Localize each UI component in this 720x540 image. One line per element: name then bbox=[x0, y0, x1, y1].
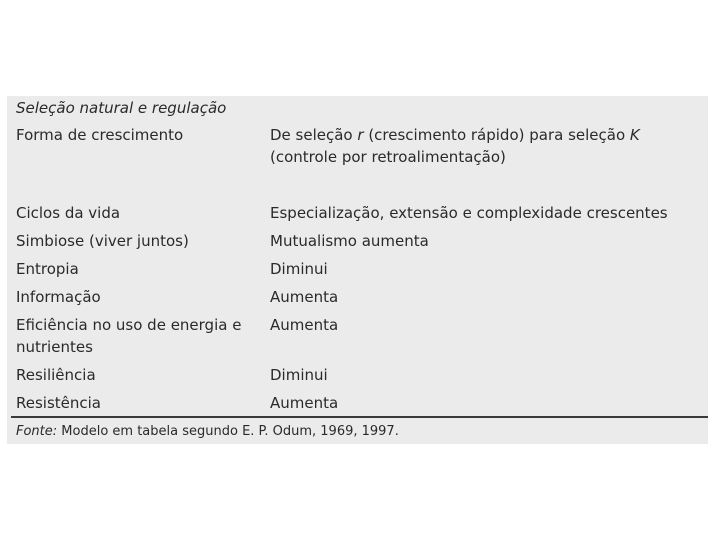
row-trend: Mutualismo aumenta bbox=[270, 232, 429, 250]
row-trend-text: De seleção bbox=[270, 126, 358, 144]
k-symbol: K bbox=[629, 126, 640, 144]
row-attribute: Forma de crescimento bbox=[16, 126, 184, 144]
r-symbol: r bbox=[357, 126, 364, 144]
row-attribute: Ciclos da vida bbox=[16, 204, 121, 222]
row-trend: Diminui bbox=[270, 260, 328, 278]
row-attribute: Resiliência bbox=[16, 366, 96, 384]
row-trend-line bbox=[270, 124, 702, 146]
ecological-table bbox=[7, 96, 708, 444]
source-label: Fonte: bbox=[16, 424, 58, 439]
row-attribute: Resistência bbox=[16, 394, 101, 412]
source-note bbox=[16, 423, 399, 441]
section-title: Seleção natural e regulação bbox=[16, 99, 227, 117]
row-trend bbox=[270, 124, 702, 168]
row-attribute: Eficiência no uso de energia e nutrientes bbox=[16, 316, 242, 356]
row-trend: Aumenta bbox=[270, 394, 339, 412]
source-text: Modelo em tabela segundo E. P. Odum, 1969, 1997. bbox=[57, 424, 399, 439]
row-attribute: Entropia bbox=[16, 260, 79, 278]
table-divider bbox=[11, 416, 708, 418]
row-trend: Aumenta bbox=[270, 316, 339, 334]
row-trend: Aumenta bbox=[270, 288, 339, 306]
row-trend-line: (controle por retroalimentação) bbox=[270, 148, 506, 166]
row-trend: Diminui bbox=[270, 366, 328, 384]
row-trend-text: (crescimento rápido) para seleção bbox=[363, 126, 630, 144]
row-attribute: Simbiose (viver juntos) bbox=[16, 232, 189, 250]
row-attribute: Informação bbox=[16, 288, 101, 306]
row-trend: Especialização, extensão e complexidade crescentes bbox=[270, 204, 668, 222]
